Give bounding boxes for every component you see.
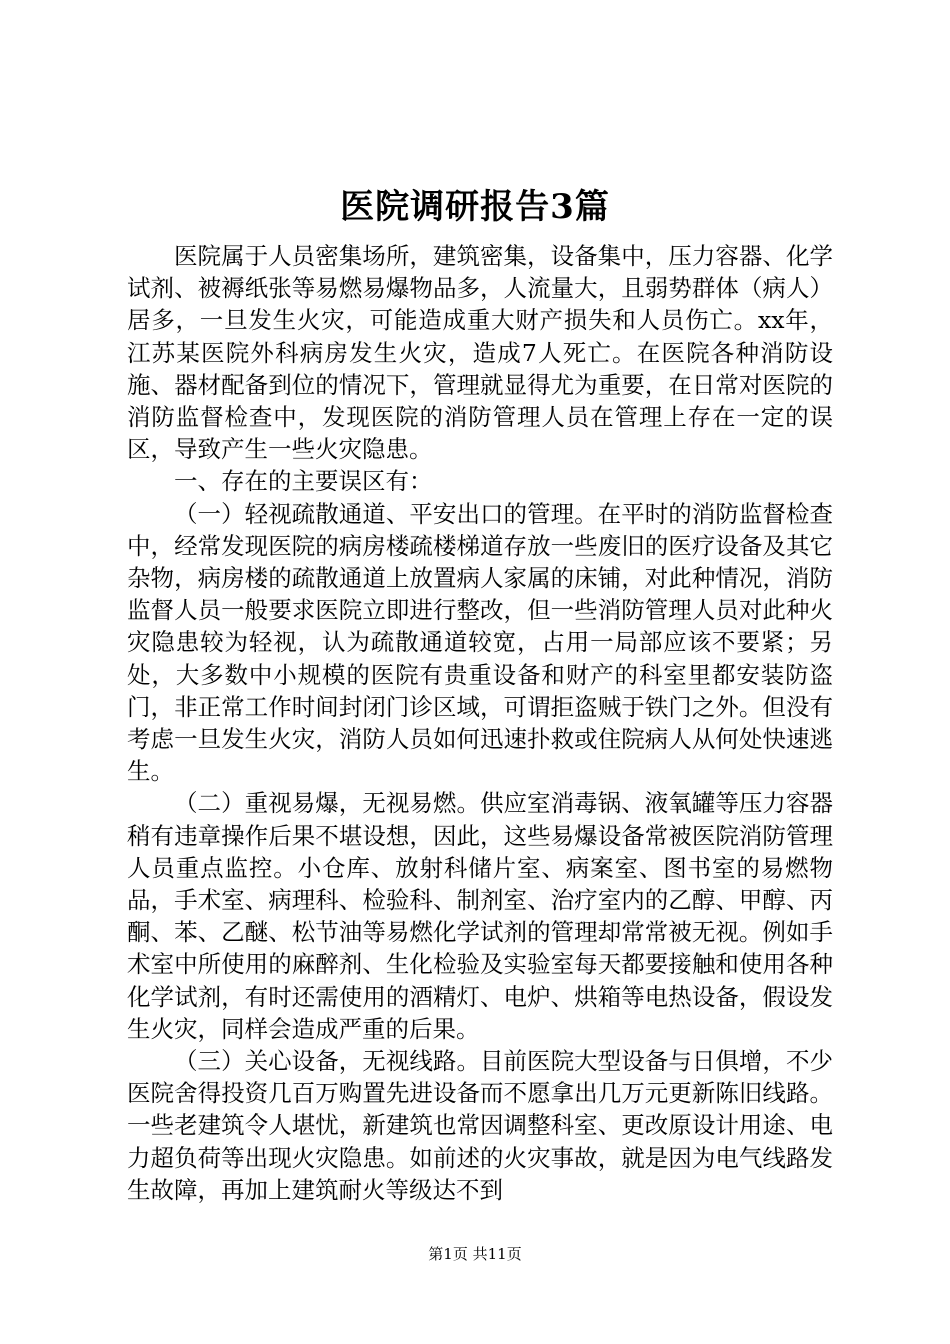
document-title: 医院调研报告3篇 bbox=[340, 187, 610, 227]
paragraph-item-3: （三）关心设备，无视线路。目前医院大型设备与日俱增，不少医院舍得投资几百万购置先进设备而不愿拿出几万元更新陈旧线路。一些老建筑令人堪忧，新建筑也常因调整科室、更改原设计用途、电力超负荷等出现火灾隐患。如前述的火灾事故，就是因为电气线路发生故障，再加上建筑耐火等级达不到 bbox=[127, 1047, 833, 1204]
paragraph-item-2: （二）重视易爆，无视易燃。供应室消毒锅、液氧罐等压力容器稍有违章操作后果不堪设想，因此，这些易爆设备常被医院消防管理人员重点监控。小仓库、放射科储片室、病案室、图书室的易燃物品，手术室、病理科、检验科、制剂室、治疗室内的乙醇、甲醇、丙酮、苯、乙醚、松节油等易燃化学试剂的管理却常常被无视。例如手术室中所使用的麻醉剂、生化检验及实验室每天都要接触和使用各种化学试剂，有时还需使用的酒精灯、电炉、烘箱等电热设备，假设发生火灾，同样会造成严重的后果。 bbox=[127, 789, 833, 1043]
paragraph-item-1: （一）轻视疏散通道、平安出口的管理。在平时的消防监督检查中，经常发现医院的病房楼疏楼梯道存放一些废旧的医疗设备及其它杂物，病房楼的疏散通道上放置病人家属的床铺，对此种情况，消防监督人员一般要求医院立即进行整改，但一些消防管理人员对此种火灾隐患较为轻视，认为疏散通道较宽，占用一局部应该不要紧；另处，大多数中小规模的医院有贵重设备和财产的科室里都安装防盗门，非正常工作时间封闭门诊区域，可谓拒盗贼于铁门之外。但没有考虑一旦发生火灾，消防人员如何迅速扑救或住院病人从何处快速逃生。 bbox=[127, 499, 833, 786]
page-footer: 第1页 共11页 bbox=[428, 1245, 522, 1263]
section-heading: 一、存在的主要误区有： bbox=[174, 467, 433, 496]
document-body bbox=[127, 240, 833, 1206]
paragraph-intro: 医院属于人员密集场所，建筑密集，设备集中，压力容器、化学试剂、被褥纸张等易燃易爆物品多，人流量大，且弱势群体（病人）居多，一旦发生火灾，可能造成重大财产损失和人员伤亡。xx年，江苏某医院外科病房发生火灾，造成7人死亡。在医院各种消防设施、器材配备到位的情况下，管理就显得尤为重要，在日常对医院的消防监督检查中，发现医院的消防管理人员在管理上存在一定的误区，导致产生一些火灾隐患。 bbox=[127, 242, 833, 464]
